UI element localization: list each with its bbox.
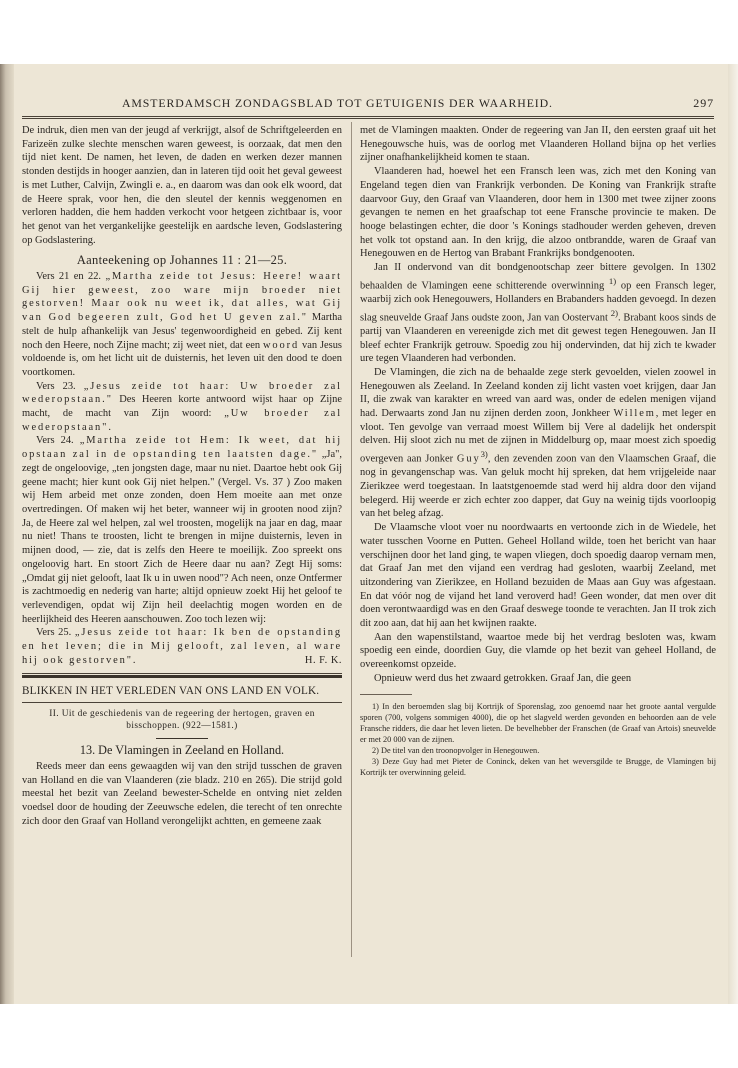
footnote-ref: 1) [608, 275, 617, 286]
paragraph-5: De Vlaamsche vloot voer nu noordwaarts en vertoonde zich in de Wiedele, het water tusschen Voorne en Putten. Geheel Holland wilde, toen het bericht van haar verschijnen door het land ging, te wapen vliegen, doch spoedig daarop vernam men, dat Graaf Jan met den vijand een verdrag had gesloten, waarbij Zeeland, met uitzondering van Zierikzee, en Holland bezuiden de Maas aan Guy was afgestaan. En dat vóór nog de vijand het land veroverd had! Geen wonder, dat men over dit doen verontwaardigd was en den Graaf deswege toonde te verachten. Jan II trok zich dit zoo aan, dat hij aan het kwijnen raakte. [360, 522, 716, 630]
section-rule-thick [22, 675, 342, 678]
footnote-ref: 2) [610, 307, 618, 318]
verse-23-paragraph [22, 380, 342, 435]
verse-quote: „Uw broeder zal wederopstaan". [22, 408, 342, 433]
left-column [22, 124, 342, 828]
verse-label: Vers 24. [36, 435, 80, 447]
footnote-rule [360, 694, 412, 695]
short-rule [156, 738, 208, 739]
verse-24-paragraph [22, 434, 342, 626]
verse-21-paragraph [22, 270, 342, 380]
running-header [22, 94, 714, 112]
paragraph-3 [360, 261, 716, 366]
commentary-text: „Ja", zegt de ongeloovige, „ten jongsten dage, maar nu niet. Daartoe hebt ook Gij geene macht; hier kunt ook Gij niet helpen." (Vergel. Vs. 37 ) Zoo maken wij Hem arbeid met onze zonden, doen Hem moeite aan met onze overtredingen. Of maken wij het beter, wanneer wij in grooten nood zijn? Ja, de Heere zal wel helpen, zal wel troosten, mogelijk na jaar en dag, maar nu niet! Thans te troosten, licht te brengen in mijne duisternis, leven in mijnen dood, — zie, dat is zelfs den Heere te moeilijk. Zoo spreekt ons ongeloovig hart. En stoort Zich de Heere daar nu aan? Zegt Hij soms: „Omdat gij niet gelooft, laat Ik u in uwen nood"? Ach neen, onze Ontfermer is zachtmoedig en nederig van harte; altijd opnieuw zoekt Hij het geloof te verlevendigen, opdat wij Zijn heil deelachtig mogen worden en de heerlijkheid des Heeren aanschouwen. Zoo toch lezen wij: [22, 449, 343, 625]
series-heading: BLIKKEN IN HET VERLEDEN VAN ONS LAND EN VOLK. [22, 685, 320, 698]
paragraph-2: Vlaanderen had, hoewel het een Fransch leen was, zich met den Koning van Engeland tegen dien van Frankrijk verbonden. De Koning van Frankrijk strafte daarvoor Guy, den Graaf van Vlaanderen, door hem in 1300 met twee zijner zoons gevangen te nemen en het graafschap tot eene Fransche provincie te maken. De hooge belastingen echter, die door 's Konings stadhouder werden geheven, dreven het volk tot opstand aan. In den krijg, die alzoo ontbrandde, waren de Graaf van Henegouwen en de Hertog van Brabant Frankrijks bondgenooten. [360, 166, 716, 260]
verse-quote: „Martha zeide tot Jesus: Heere! waart Gij hier geweest, zoo ware mijn broeder niet gestorven! Maar ook nu weet ik, dat alles, wat Gij van God begeeren zult, God het U geven zal." [22, 271, 342, 324]
footnote: 3) Deze Guy had met Pieter de Coninck, deken van het weversgilde te Brugge, de Vlamingen bij Kortrijk ter overwinning geleid. [360, 756, 716, 777]
journal-title: AMSTERDAMSCH ZONDAGSBLAD TOT GETUIGENIS DER WAARHEID. [122, 96, 553, 110]
chapter-heading: 13. De Vlamingen in Zeeland en Holland. [79, 743, 285, 758]
footnote-ref: 3) [480, 449, 488, 460]
verse-quote: „Jesus zeide tot haar: Uw broeder zal wederopstaan." [22, 380, 342, 406]
commentary-text: van Jesus voldoende is, om het licht uit de duisternis, het leven uit den dood te doen voortkomen. [22, 339, 342, 378]
paragraph-6: Aan den wapenstilstand, waartoe mede bij het verdrag besloten was, kwam spoedig een einde, doordien Guy, die vlamde op het bezit van geheel Holland, de overeenkomst opzeide. [360, 631, 716, 671]
footnote: 1) In den beroemden slag bij Kortrijk of Sporenslag, zoo genoemd naar het groote aantal vergulde sporen (700, volgens sommigen 4000), die op het slagveld werden gevonden en behoorden aan de vele Fransche ridders, die daar het leven lieten. De bevelhebber der Franschen (de Graaf van Artois) sneuvelde er met 20 000 van de zijnen. [360, 701, 716, 744]
body-text: op een Fransch leger, waarbij zich ook Henegouwers, Hollanders en Brabanders hadden gevoegd. In dezen slag sneuvelde Graaf Jans oudste zoon, Jan van Oostervant [360, 280, 716, 324]
series-heading-rule [22, 702, 342, 703]
right-column [360, 124, 716, 778]
body-text: Jan II ondervond van dit bondgenootschap zeer bittere gevolgen. In 1302 behaalden de Vlamingen eene schitterende overwinning [360, 262, 716, 292]
page-number: 297 [693, 96, 714, 110]
verse-quote: „Jesus zeide tot haar: Ik ben de opstanding en het leven; die in Mij gelooft, zal leven, al ware hij ook gestorven". [22, 627, 342, 666]
verse-25-paragraph [22, 626, 342, 667]
commentary-text: Des Heeren korte antwoord wijst haar op Zijne macht, de macht van Zijn woord: [22, 394, 342, 420]
footnotes [360, 701, 716, 778]
page-edge [728, 64, 738, 1004]
paragraph-1: met de Vlamingen maakten. Onder de regeering van Jan II, den eersten graaf uit het Henegouwsche huis, was de oorlog met Vlaanderen Holland bijna op het verlies zijner onafhankelijkheid komen te staan. [360, 125, 716, 164]
verse-label: Vers 23. [36, 380, 84, 392]
verse-quote: „Martha zeide tot Hem: Ik weet, dat hij opstaan zal in de opstanding ten laatsten dage." [22, 435, 342, 461]
verse-label: Vers 21 en 22. [36, 271, 106, 283]
person-name: Willem [613, 408, 656, 420]
header-rule [22, 116, 714, 117]
section-rule-thin [22, 673, 342, 674]
commentary-text: Martha stelt de hulp afhankelijk van Jesus' tegenwoordigheid en gebed. Zij kent noch den Heere, noch Zijne macht; zij weet niet, dat een [22, 312, 343, 351]
body-text: . Brabant koos sinds de partij van Vlaanderen en vereenigde zich met dit gewest tegen Henegouwen. Jan II bleef echter Frankrijk getrouw. Spoedig zou hij ondervinden, dat hij zich te kwader ure tegen Vlaanderen had verbonden. [360, 312, 716, 365]
paragraph-7: Opnieuw werd dus het zwaard getrokken. Graaf Jan, die geen [374, 672, 632, 684]
chapter-paragraph: Reeds meer dan eens gewaagden wij van den strijd tusschen de graven van Holland en die van Vlaanderen (zie bladz. 210 en 265). Die strijd gold meestal het bezit van Zeeland bewester-Schelde en ontving niet zelden voedsel door de houding der Zeeuwsche edelen, die terecht of ten onrechte zich door den Graaf van Holland verongelijkt achtten, en gemeene zaak [22, 760, 342, 827]
paragraph-4 [360, 366, 716, 521]
body-text: , den zevenden zoon van den Vlaamschen Graaf, die nog in gevangenschap was. Van geluk mocht hij spreken, dat hem vrijgeleide naar Zierikzee werd toegestaan. In laatstgenoemde stad werd hij aldra door den vijand belegerd. Hij weerde er zich echter zoo dapper, dat Guy na weinig tijds voorloopig van het beleg afzag. [360, 453, 716, 520]
column-divider [351, 122, 352, 957]
verse-label: Vers 25. [36, 627, 75, 639]
book-binding-edge [0, 64, 14, 1004]
body-text: , met leger en vloot. Ten gevolge van verraad moest Willem bij Vere al dadelijk het onderspit delven. Hij sloot zich nu met de zijnen in Middelburg op, maar moest zich spoedig overgeven aan Jonker [360, 408, 716, 465]
scanned-page [0, 64, 738, 1004]
header-rule-double [22, 118, 714, 119]
footnote: 2) De titel van den troonopvolger in Henegouwen. [372, 745, 540, 755]
author-signature: H. F. K. [304, 654, 342, 666]
subsection-heading: II. Uit de geschiedenis van de regeering der hertogen, graven en bisschoppen. (922—1581.) [49, 709, 315, 732]
annotation-heading: Aanteekening op Johannes 11 : 21—25. [76, 253, 288, 268]
intro-paragraph: De indruk, dien men van der jeugd af verkrijgt, alsof de Schriftgeleerden en Farizeën zulke slechte menschen waren geweest, is oorzaak, dat men den tijd niet kent. De namen, het leven, de daden en werken dezer mannen stonden destijds in hooger aanzien, dan in lateren tijd ooit het geval geweest is met Luther, Calvijn, Zwingli e. a., en daarom was dan ook elk woord, dat de Heere sprak, voor hen, die den sleutel der kennis weggenomen en verloren hadden, die hem hadden verkocht voor hetgeen zichtbaar is, voor het genot van het vergankelijke geestelijk en aardsche leven, Godslastering op Godslastering. [22, 125, 342, 246]
body-text: De Vlamingen, die zich na de behaalde zege sterk gevoelden, vielen zoowel in Henegouwen als Zeeland. In Zeeland konden zij licht vasten voet krijgen, daar Jan II, die zwak van karakter en wreed van aard was, onder de edelen menigen vijand had. Derwaarts zond Jan nu zijnen derden zoon, Jonkheer [360, 366, 716, 420]
person-name: Guy [456, 453, 481, 465]
emphasis-word: woord [262, 339, 300, 351]
